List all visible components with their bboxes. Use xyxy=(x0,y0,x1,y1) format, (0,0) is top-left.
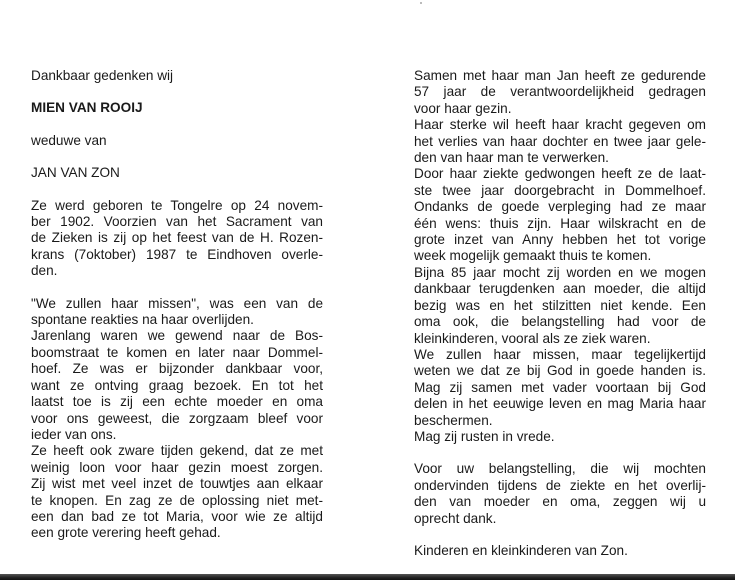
text-line: Jarenlang waren we gewend naar de Bos- xyxy=(31,328,323,344)
text-line: boomstraat te komen en later naar Dommel- xyxy=(31,344,323,360)
text-line: delen in het eeuwige leven en mag Maria haar xyxy=(414,396,706,412)
text-line: spontane reakties na haar overlijden. xyxy=(31,312,254,328)
relation: weduwe van xyxy=(31,132,107,148)
text-line: Ze werd geboren te Tongelre op 24 novem- xyxy=(31,197,323,213)
card-bottom-edge xyxy=(0,574,735,580)
text-line: Mag zij rusten in vrede. xyxy=(414,428,555,444)
heading: Dankbaar gedenken wij xyxy=(31,68,174,83)
scan-speck xyxy=(420,2,422,4)
text-line: kleinkinderen, vooral als ze ziek waren. xyxy=(414,330,651,346)
text-line: Samen met haar man Jan heeft ze gedurende xyxy=(414,68,706,83)
text-line: Zij wist met veel inzet de touwtjes aan elkaar xyxy=(31,476,323,492)
left-paragraph-1 xyxy=(31,198,323,280)
text-line: Voor uw belangstelling, die wij mochten xyxy=(414,461,706,477)
text-line: grote inzet van Anny hebben het tot vorige xyxy=(414,232,706,248)
text-line: "We zullen haar missen", was een van de xyxy=(31,295,323,311)
text-line: Ze heeft ook zware tijden gekend, dat ze met xyxy=(31,443,323,459)
signature: Kinderen en kleinkinderen van Zon. xyxy=(414,542,628,558)
text-line: krans (7oktober) 1987 te Eindhoven overle- xyxy=(31,246,323,262)
text-line: den. xyxy=(31,263,58,279)
right-paragraph-2 xyxy=(414,461,706,527)
text-line: oma ook, die belangstelling had voor de xyxy=(414,314,706,330)
text-line: één wens: thuis zijn. Haar wilskracht en de xyxy=(414,215,706,231)
text-line: hoef. Ze was er bijzonder dankbaar voor, xyxy=(31,361,323,377)
text-line: 57 jaar de verantwoordelijkheid gedragen xyxy=(414,84,706,100)
text-line: Door haar ziekte gedwongen heeft ze de laat- xyxy=(414,166,706,182)
text-line: een dan bad ze tot Maria, voor wie ze altijd xyxy=(31,508,323,524)
text-line: het verlies van haar dochter en twee jaar gele- xyxy=(414,133,706,149)
spouse-name: JAN VAN ZON xyxy=(31,165,120,181)
text-line: oprecht dank. xyxy=(414,510,497,526)
text-line: den van moeder en oma, zeggen wij u xyxy=(414,494,706,510)
left-paragraph-2 xyxy=(31,296,323,542)
text-line: ondervinden tijdens de ziekte en het overlij- xyxy=(414,477,706,493)
right-paragraph-1 xyxy=(414,68,706,445)
text-line: bezig was en het stilzitten niet kende. Een xyxy=(414,297,706,313)
left-column xyxy=(31,68,323,542)
text-line: ste twee jaar doorgebracht in Dommelhoef. xyxy=(414,182,706,198)
text-line: dankbaar terugdenken aan moeder, die altijd xyxy=(414,281,706,297)
text-line: voor haar gezin. xyxy=(414,100,512,116)
text-line: de Zieken is zij op het feest van de H. Rozen- xyxy=(31,230,323,246)
text-line: want ze ontving graag bezoek. En tot het xyxy=(31,377,323,393)
right-column xyxy=(414,68,706,559)
text-line: We zullen haar missen, maar tegelijkertijd xyxy=(414,346,706,362)
text-line: den van haar man te verwerken. xyxy=(414,150,609,166)
text-line: een grote verering heeft gehad. xyxy=(31,525,221,541)
text-line: te knopen. En zag ze de oplossing niet met- xyxy=(31,492,323,508)
text-line: ieder van ons. xyxy=(31,426,117,442)
text-line: ber 1902. Voorzien van het Sacrament van xyxy=(31,214,323,230)
text-line: Mag zij samen met vader voortaan bij God xyxy=(414,379,706,395)
deceased-name: MIEN VAN ROOIJ xyxy=(31,100,143,116)
text-line: Ondanks de goede verpleging had ze maar xyxy=(414,199,706,215)
text-line: weten we dat ze bij God in goede handen is. xyxy=(414,363,706,379)
text-line: weinig loon voor haar gezin moest zorgen. xyxy=(31,459,323,475)
text-line: beschermen. xyxy=(414,412,493,428)
text-line: week mogelijk gemaakt thuis te komen. xyxy=(414,248,652,264)
text-line: Bijna 85 jaar mocht zij worden en we mogen xyxy=(414,264,706,280)
text-line: laatst toe is zij een echte moeder en oma xyxy=(31,394,323,410)
text-line: voor ons geweest, die zorgzaam bleef voor xyxy=(31,410,323,426)
text-line: Haar sterke wil heeft haar kracht gegeven om xyxy=(414,117,706,133)
